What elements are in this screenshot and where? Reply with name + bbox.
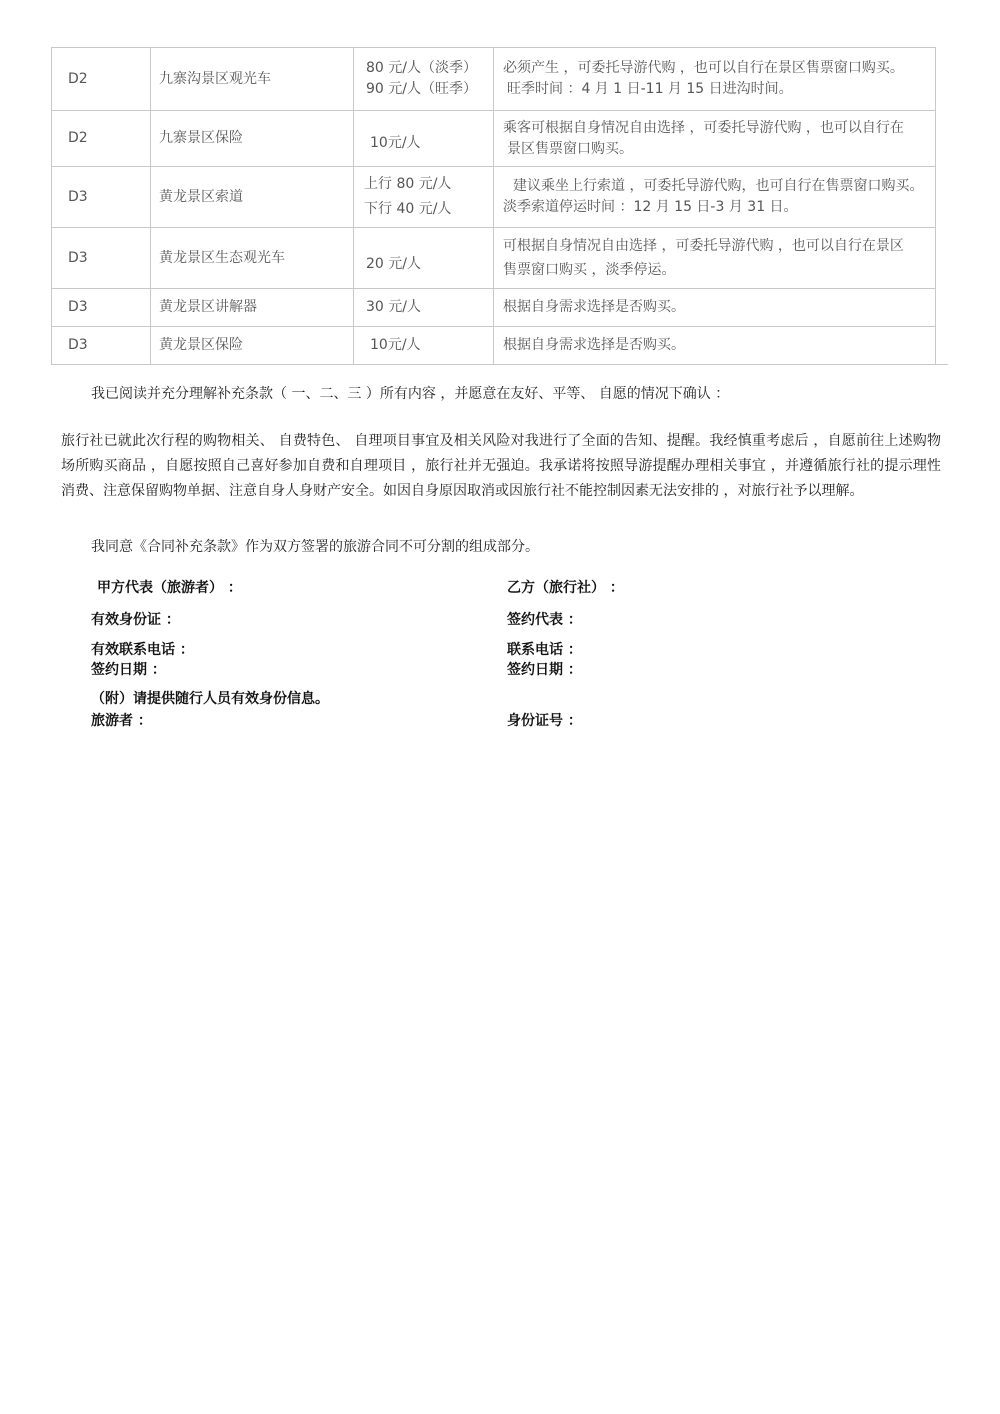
confirm-statement: 我已阅读并充分理解补充条款（ 一、二、三 ）所有内容 ，并愿意在友好、平等、 自愿的情况下确认 ： <box>91 386 730 402</box>
item-cell: 黄龙景区讲解器 <box>151 289 354 327</box>
day-cell: D2 <box>52 111 151 167</box>
table-row <box>52 111 936 167</box>
item-cell: 九寨沟景区观光车 <box>151 48 354 111</box>
price-line: 下行 40 元/人 <box>364 201 452 217</box>
price-cell <box>354 48 494 111</box>
appendix-note: （附）请提供随行人员有效身份信息。 <box>91 691 329 707</box>
signing-rep-label: 签约代表 ： <box>507 612 582 628</box>
declaration-paragraph: 旅行社已就此次行程的购物相关、 自费特色、 自理项目事宜及相关风险对我进行了全面的告知、提醒。我经慎重考虑后 ，自愿前往上述购物场所购买商品 ，自愿按照自己喜好参加自费和自理项目 ，旅行社并无强迫。我承诺将按照导游提醒办理相关事宜 ，并遵循旅行社的提示理性消费、注意保留购物单据、注意自身人身财产安全。如因自身原因取消或因旅行社不能控制因素无法安排的 ，对旅行社予以理解。 <box>61 433 941 499</box>
note-cell <box>494 111 936 167</box>
note-cell <box>494 228 936 289</box>
signing-date-b-label: 签约日期 ： <box>507 662 582 678</box>
phone-label: 联系电话 ： <box>507 642 582 658</box>
price-cell <box>354 289 494 327</box>
note-cell <box>494 289 936 327</box>
note-line: 乘客可根据自身情况自由选择 ，可委托导游代购 ，也可以自行在 <box>503 119 904 136</box>
price-line: 30 元/人 <box>366 299 421 315</box>
price-line: 20 元/人 <box>366 255 421 272</box>
day-cell: D3 <box>52 327 151 365</box>
price-cell <box>354 327 494 365</box>
item-cell: 黄龙景区生态观光车 <box>151 228 354 289</box>
signing-date-a-label: 签约日期 ： <box>91 662 166 678</box>
note-line: 根据自身需求选择是否购买。 <box>503 299 685 315</box>
price-line: 90 元/人（旺季） <box>366 81 477 97</box>
agreement-statement: 我同意《合同补充条款》作为双方签署的旅游合同不可分割的组成部分。 <box>91 539 539 555</box>
note-line: 必须产生 ，可委托导游代购 ，也可以自行在景区售票窗口购买。 <box>503 60 904 76</box>
table-row <box>52 167 936 228</box>
note-line: 售票窗口购买 ，淡季停运。 <box>503 262 676 278</box>
party-a-label: 甲方代表（旅游者） ： <box>97 580 242 596</box>
table-row <box>52 228 936 289</box>
note-cell <box>494 48 936 111</box>
day-cell: D2 <box>52 48 151 111</box>
day-cell: D3 <box>52 289 151 327</box>
item-cell: 黄龙景区保险 <box>151 327 354 365</box>
price-cell <box>354 228 494 289</box>
price-cell <box>354 167 494 228</box>
valid-id-label: 有效身份证 ： <box>91 612 180 628</box>
party-b-label: 乙方（旅行社） ： <box>507 580 624 596</box>
price-line: 上行 80 元/人 <box>364 176 452 192</box>
price-cell <box>354 111 494 167</box>
price-line: 80 元/人（淡季） <box>366 60 477 76</box>
day-cell: D3 <box>52 228 151 289</box>
note-line: 旺季时间 ：4 月 1 日-11 月 15 日进沟时间。 <box>507 81 793 97</box>
note-cell <box>494 167 936 228</box>
note-line: 可根据自身情况自由选择 ，可委托导游代购 ，也可以自行在景区 <box>503 238 904 254</box>
item-cell: 黄龙景区索道 <box>151 167 354 228</box>
id-number-label: 身份证号 ： <box>507 713 582 729</box>
note-cell <box>494 327 936 365</box>
valid-phone-label: 有效联系电话 ： <box>91 642 194 658</box>
table-row <box>52 289 936 327</box>
note-line: 淡季索道停运时间 ：12 月 15 日-3 月 31 日。 <box>503 199 798 215</box>
note-line: 建议乘坐上行索道 ，可委托导游代购，也可自行在售票窗口购买。 <box>513 178 924 194</box>
price-line: 10元/人 <box>370 337 421 354</box>
optional-fee-table <box>51 47 936 365</box>
note-line: 景区售票窗口购买。 <box>507 140 633 157</box>
table-row <box>52 327 936 365</box>
table-row <box>52 48 936 111</box>
item-cell: 九寨景区保险 <box>151 111 354 167</box>
note-line: 根据自身需求选择是否购买。 <box>503 337 685 354</box>
traveler-label: 旅游者 ： <box>91 713 152 729</box>
day-cell: D3 <box>52 167 151 228</box>
table-bottom-rule <box>51 364 948 365</box>
price-line: 10元/人 <box>370 135 421 151</box>
